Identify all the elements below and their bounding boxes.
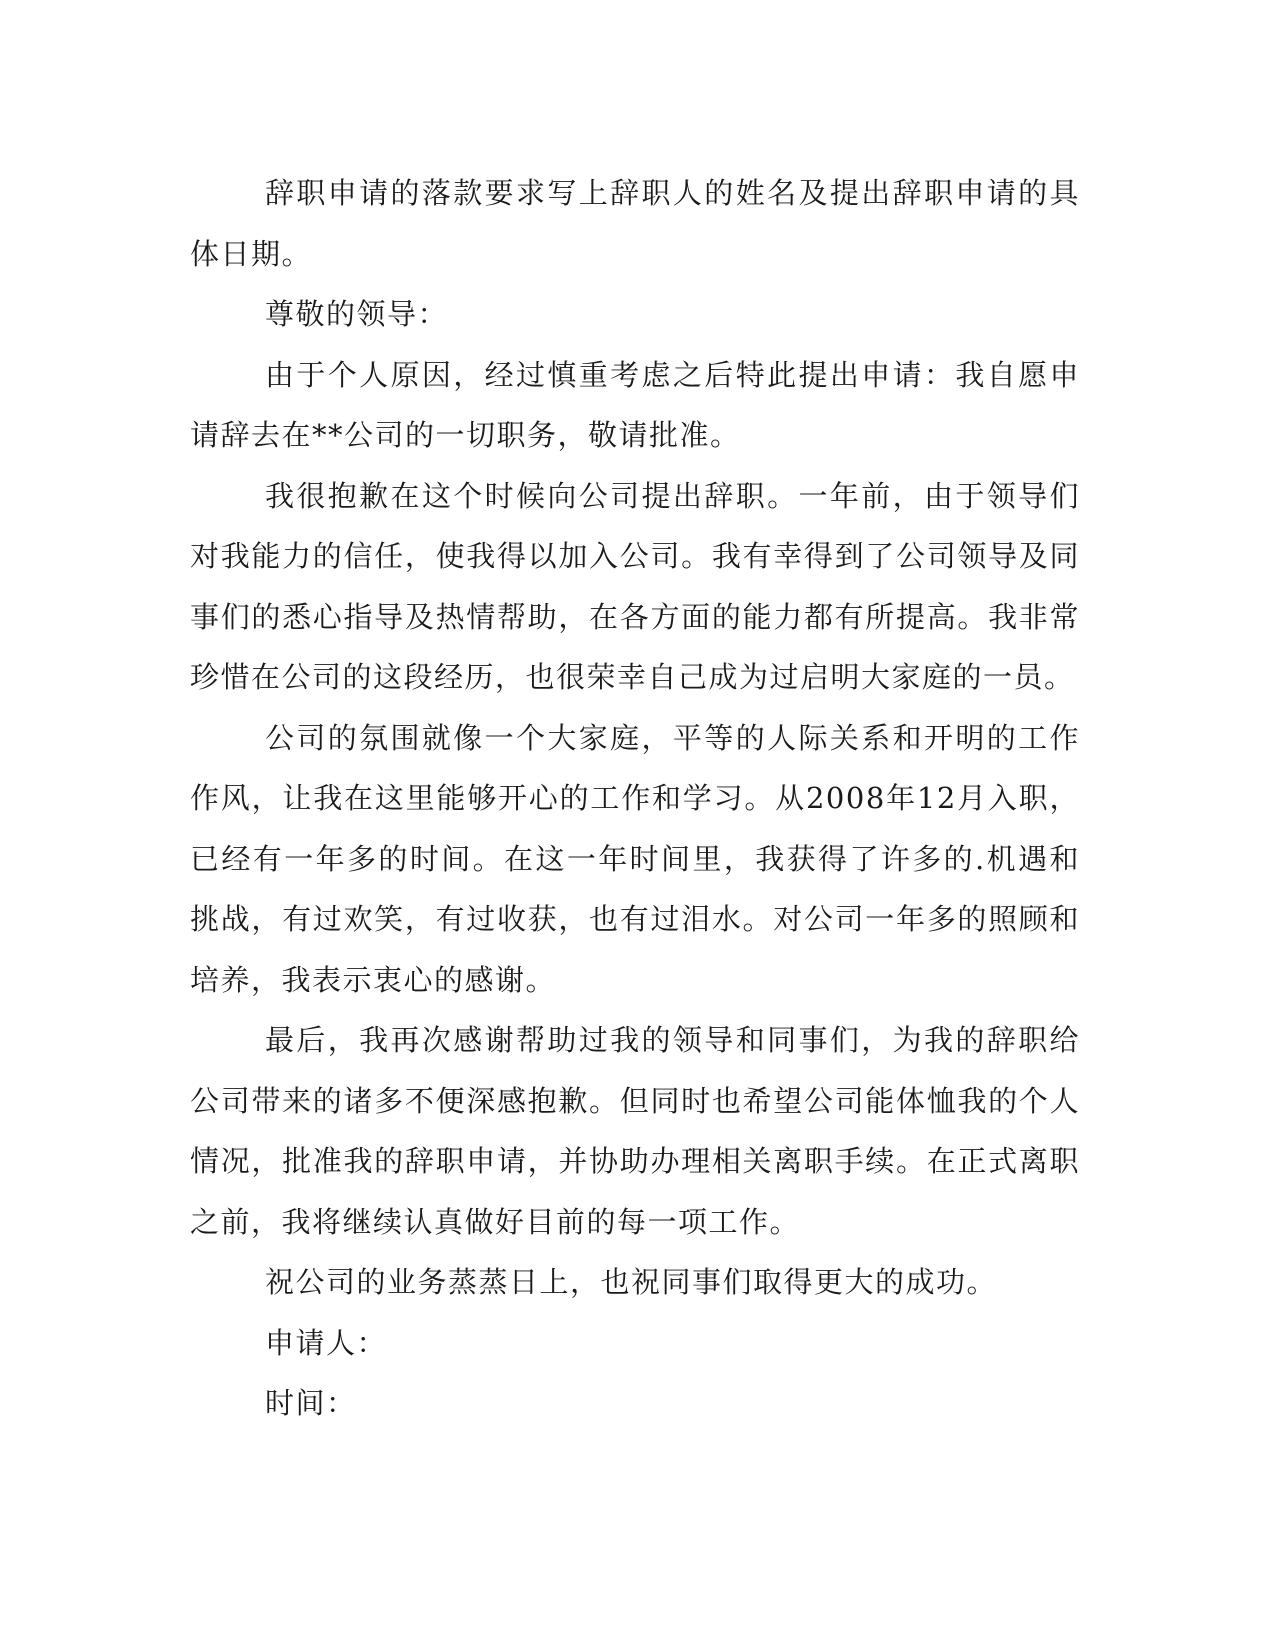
paragraph-company-atmosphere: 公司的氛围就像一个大家庭，平等的人际关系和开明的工作作风，让我在这里能够开心的工作和学习。从2008年12月入职，已经有一年多的时间。在这一年时间里，我获得了许多的.机遇和挑战，有过欢笑，有过收获，也有过泪水。对公司一年多的照顾和培养，我表示衷心的感谢。 (190, 720, 1080, 997)
date-label: 时间： (265, 1386, 357, 1420)
paragraph-best-wishes: 祝公司的业务蒸蒸日上，也祝同事们取得更大的成功。 (265, 1265, 998, 1299)
paragraph-apology-gratitude: 我很抱歉在这个时候向公司提出辞职。一年前，由于领导们对我能力的信任，使我得以加入公司。我有幸得到了公司领导及同事们的悉心指导及热情帮助，在各方面的能力都有所提高。我非常珍惜在公司的这段经历，也很荣幸自己成为过启明大家庭的一员。 (190, 478, 1080, 694)
paragraph-signature-instruction: 辞职申请的落款要求写上辞职人的姓名及提出辞职申请的具体日期。 (190, 176, 1080, 271)
document-body (190, 163, 1080, 1434)
paragraph-salutation: 尊敬的领导： (265, 297, 449, 331)
paragraph-resignation-request: 由于个人原因，经过慎重考虑之后特此提出申请：我自愿申请辞去在**公司的一切职务，敬请批准。 (190, 357, 1080, 452)
paragraph-closing-thanks: 最后，我再次感谢帮助过我的领导和同事们，为我的辞职给公司带来的诸多不便深感抱歉。但同时也希望公司能体恤我的个人情况，批准我的辞职申请，并协助办理相关离职手续。在正式离职之前，我将继续认真做好目前的每一项工作。 (190, 1023, 1080, 1239)
applicant-label: 申请人： (265, 1325, 388, 1360)
